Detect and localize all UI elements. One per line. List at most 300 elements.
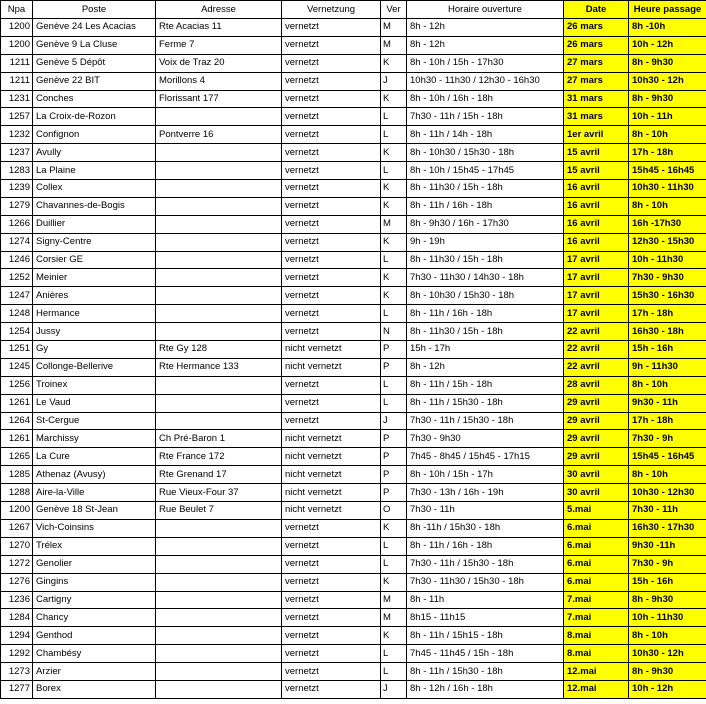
cell-horaire: 8h - 10h30 / 15h30 - 18h	[407, 287, 564, 305]
cell-heure: 10h - 12h	[629, 36, 706, 54]
cell-poste: Genève 18 St-Jean	[33, 502, 156, 520]
cell-adresse: Ferme 7	[156, 36, 282, 54]
cell-npa: 1239	[1, 180, 33, 198]
table-row	[1, 663, 706, 681]
cell-adresse: Rue Beulet 7	[156, 502, 282, 520]
table-row	[1, 484, 706, 502]
cell-adresse	[156, 609, 282, 627]
cell-adresse	[156, 412, 282, 430]
cell-adresse: Rte France 172	[156, 448, 282, 466]
cell-adresse	[156, 197, 282, 215]
cell-poste: Avully	[33, 144, 156, 162]
cell-date: 6.mai	[564, 537, 629, 555]
table-row	[1, 555, 706, 573]
cell-ver: K	[381, 233, 407, 251]
cell-npa: 1276	[1, 573, 33, 591]
cell-poste: Genthod	[33, 627, 156, 645]
cell-date: 16 avril	[564, 215, 629, 233]
cell-horaire: 8h - 11h30 / 15h - 18h	[407, 180, 564, 198]
cell-poste: Le Vaud	[33, 394, 156, 412]
cell-horaire: 8h - 11h / 16h - 18h	[407, 305, 564, 323]
cell-poste: Chavannes-de-Bogis	[33, 197, 156, 215]
cell-heure: 15h - 16h	[629, 573, 706, 591]
cell-ver: M	[381, 215, 407, 233]
cell-vernetzung: vernetzt	[282, 323, 381, 341]
cell-ver: K	[381, 287, 407, 305]
cell-ver: P	[381, 430, 407, 448]
cell-ver: P	[381, 448, 407, 466]
table-row	[1, 591, 706, 609]
cell-vernetzung: vernetzt	[282, 412, 381, 430]
cell-poste: Troinex	[33, 376, 156, 394]
cell-npa: 1254	[1, 323, 33, 341]
cell-horaire: 8h - 11h / 16h - 18h	[407, 537, 564, 555]
cell-poste: Athenaz (Avusy)	[33, 466, 156, 484]
cell-poste: Genève 9 La Cluse	[33, 36, 156, 54]
cell-date: 22 avril	[564, 323, 629, 341]
cell-adresse	[156, 287, 282, 305]
cell-horaire: 8h - 12h	[407, 36, 564, 54]
cell-npa: 1200	[1, 19, 33, 37]
table-row	[1, 680, 706, 698]
cell-ver: N	[381, 323, 407, 341]
cell-date: 6.mai	[564, 573, 629, 591]
cell-adresse: Morillons 4	[156, 72, 282, 90]
cell-date: 26 mars	[564, 19, 629, 37]
cell-vernetzung: nicht vernetzt	[282, 341, 381, 359]
cell-horaire: 8h - 10h / 15h - 17h30	[407, 54, 564, 72]
cell-vernetzung: vernetzt	[282, 376, 381, 394]
header-poste: Poste	[33, 1, 156, 19]
cell-date: 17 avril	[564, 251, 629, 269]
cell-date: 17 avril	[564, 287, 629, 305]
cell-ver: L	[381, 251, 407, 269]
cell-horaire: 8h15 - 11h15	[407, 609, 564, 627]
cell-npa: 1283	[1, 162, 33, 180]
cell-npa: 1252	[1, 269, 33, 287]
cell-npa: 1245	[1, 358, 33, 376]
cell-adresse	[156, 627, 282, 645]
cell-vernetzung: vernetzt	[282, 573, 381, 591]
cell-ver: L	[381, 645, 407, 663]
cell-ver: L	[381, 126, 407, 144]
cell-date: 17 avril	[564, 305, 629, 323]
cell-poste: La Croix-de-Rozon	[33, 108, 156, 126]
cell-date: 29 avril	[564, 394, 629, 412]
cell-adresse	[156, 269, 282, 287]
cell-horaire: 8h - 11h / 15h15 - 18h	[407, 627, 564, 645]
cell-adresse	[156, 108, 282, 126]
cell-adresse	[156, 591, 282, 609]
table-row	[1, 519, 706, 537]
cell-adresse	[156, 645, 282, 663]
cell-date: 30 avril	[564, 466, 629, 484]
table-row	[1, 573, 706, 591]
cell-adresse	[156, 180, 282, 198]
cell-horaire: 8h - 11h30 / 15h - 18h	[407, 323, 564, 341]
cell-horaire: 7h30 - 11h	[407, 502, 564, 520]
cell-ver: K	[381, 573, 407, 591]
cell-adresse	[156, 394, 282, 412]
cell-heure: 16h30 - 18h	[629, 323, 706, 341]
cell-vernetzung: vernetzt	[282, 215, 381, 233]
cell-vernetzung: vernetzt	[282, 519, 381, 537]
table-row	[1, 36, 706, 54]
cell-horaire: 8h - 11h30 / 15h - 18h	[407, 251, 564, 269]
cell-date: 22 avril	[564, 358, 629, 376]
cell-vernetzung: vernetzt	[282, 72, 381, 90]
cell-horaire: 7h30 - 9h30	[407, 430, 564, 448]
cell-npa: 1279	[1, 197, 33, 215]
cell-heure: 8h - 10h	[629, 197, 706, 215]
cell-heure: 10h30 - 12h30	[629, 484, 706, 502]
cell-poste: Genève 24 Les Acacias	[33, 19, 156, 37]
cell-date: 30 avril	[564, 484, 629, 502]
cell-vernetzung: vernetzt	[282, 287, 381, 305]
cell-adresse	[156, 573, 282, 591]
cell-date: 8.mai	[564, 645, 629, 663]
header-row	[1, 1, 706, 19]
table-row	[1, 144, 706, 162]
cell-adresse	[156, 376, 282, 394]
cell-poste: Hermance	[33, 305, 156, 323]
cell-ver: L	[381, 394, 407, 412]
cell-date: 29 avril	[564, 448, 629, 466]
table-row	[1, 108, 706, 126]
cell-poste: Chancy	[33, 609, 156, 627]
cell-poste: Conches	[33, 90, 156, 108]
cell-adresse	[156, 144, 282, 162]
cell-horaire: 8h - 10h / 15h45 - 17h45	[407, 162, 564, 180]
cell-date: 17 avril	[564, 269, 629, 287]
cell-vernetzung: vernetzt	[282, 609, 381, 627]
cell-npa: 1261	[1, 430, 33, 448]
cell-date: 15 avril	[564, 162, 629, 180]
cell-poste: St-Cergue	[33, 412, 156, 430]
cell-poste: Cartigny	[33, 591, 156, 609]
cell-vernetzung: vernetzt	[282, 180, 381, 198]
cell-heure: 16h -17h30	[629, 215, 706, 233]
cell-ver: K	[381, 269, 407, 287]
cell-heure: 8h - 10h	[629, 627, 706, 645]
cell-npa: 1200	[1, 36, 33, 54]
cell-date: 7.mai	[564, 591, 629, 609]
cell-ver: O	[381, 502, 407, 520]
cell-poste: Collonge-Bellerive	[33, 358, 156, 376]
cell-npa: 1292	[1, 645, 33, 663]
cell-ver: P	[381, 341, 407, 359]
cell-npa: 1261	[1, 394, 33, 412]
cell-date: 16 avril	[564, 233, 629, 251]
cell-horaire: 8h - 10h / 16h - 18h	[407, 90, 564, 108]
cell-adresse: Rte Grenand 17	[156, 466, 282, 484]
cell-heure: 10h - 12h	[629, 680, 706, 698]
cell-horaire: 8h - 10h / 15h - 17h	[407, 466, 564, 484]
cell-adresse: Rue Vieux-Four 37	[156, 484, 282, 502]
cell-heure: 7h30 - 9h	[629, 430, 706, 448]
cell-poste: Chambésy	[33, 645, 156, 663]
cell-horaire: 8h - 9h30 / 16h - 17h30	[407, 215, 564, 233]
cell-heure: 8h - 9h30	[629, 591, 706, 609]
cell-npa: 1232	[1, 126, 33, 144]
cell-heure: 8h - 9h30	[629, 90, 706, 108]
cell-npa: 1285	[1, 466, 33, 484]
cell-poste: Duillier	[33, 215, 156, 233]
cell-npa: 1264	[1, 412, 33, 430]
cell-heure: 8h -10h	[629, 19, 706, 37]
cell-ver: K	[381, 180, 407, 198]
cell-vernetzung: vernetzt	[282, 269, 381, 287]
cell-poste: Aire-la-Ville	[33, 484, 156, 502]
cell-adresse	[156, 323, 282, 341]
cell-poste: Genolier	[33, 555, 156, 573]
table-row	[1, 627, 706, 645]
cell-vernetzung: vernetzt	[282, 126, 381, 144]
cell-horaire: 9h - 19h	[407, 233, 564, 251]
table-row	[1, 448, 706, 466]
table-row	[1, 430, 706, 448]
cell-heure: 9h30 - 11h	[629, 394, 706, 412]
cell-ver: L	[381, 305, 407, 323]
cell-date: 15 avril	[564, 144, 629, 162]
cell-npa: 1237	[1, 144, 33, 162]
cell-npa: 1267	[1, 519, 33, 537]
cell-horaire: 7h30 - 11h30 / 15h30 - 18h	[407, 573, 564, 591]
cell-vernetzung: vernetzt	[282, 233, 381, 251]
cell-poste: La Cure	[33, 448, 156, 466]
table-row	[1, 90, 706, 108]
cell-ver: K	[381, 627, 407, 645]
cell-npa: 1277	[1, 680, 33, 698]
cell-vernetzung: vernetzt	[282, 197, 381, 215]
cell-adresse: Rte Acacias 11	[156, 19, 282, 37]
table-row	[1, 180, 706, 198]
cell-poste: Signy-Centre	[33, 233, 156, 251]
cell-vernetzung: nicht vernetzt	[282, 358, 381, 376]
cell-heure: 17h - 18h	[629, 144, 706, 162]
cell-ver: L	[381, 555, 407, 573]
table-row	[1, 233, 706, 251]
cell-adresse	[156, 162, 282, 180]
cell-heure: 15h45 - 16h45	[629, 448, 706, 466]
cell-horaire: 7h30 - 11h / 15h - 18h	[407, 108, 564, 126]
cell-horaire: 8h - 11h / 15h30 - 18h	[407, 394, 564, 412]
cell-heure: 15h30 - 16h30	[629, 287, 706, 305]
cell-heure: 8h - 9h30	[629, 54, 706, 72]
cell-poste: Corsier GE	[33, 251, 156, 269]
cell-date: 5.mai	[564, 502, 629, 520]
cell-vernetzung: nicht vernetzt	[282, 466, 381, 484]
cell-horaire: 8h - 11h	[407, 591, 564, 609]
cell-horaire: 8h - 12h / 16h - 18h	[407, 680, 564, 698]
cell-date: 27 mars	[564, 72, 629, 90]
cell-date: 31 mars	[564, 90, 629, 108]
cell-adresse	[156, 537, 282, 555]
cell-heure: 8h - 10h	[629, 126, 706, 144]
cell-vernetzung: vernetzt	[282, 162, 381, 180]
cell-npa: 1251	[1, 341, 33, 359]
cell-npa: 1273	[1, 663, 33, 681]
cell-heure: 10h - 11h30	[629, 609, 706, 627]
cell-horaire: 8h - 10h30 / 15h30 - 18h	[407, 144, 564, 162]
cell-date: 1er avril	[564, 126, 629, 144]
cell-vernetzung: vernetzt	[282, 90, 381, 108]
header-heure: Heure passage	[629, 1, 706, 19]
cell-poste: Vich-Coinsins	[33, 519, 156, 537]
cell-date: 22 avril	[564, 341, 629, 359]
cell-heure: 9h30 -11h	[629, 537, 706, 555]
cell-adresse	[156, 251, 282, 269]
cell-horaire: 8h - 11h / 15h - 18h	[407, 376, 564, 394]
cell-vernetzung: vernetzt	[282, 144, 381, 162]
cell-ver: L	[381, 663, 407, 681]
cell-heure: 8h - 10h	[629, 376, 706, 394]
cell-date: 29 avril	[564, 430, 629, 448]
cell-date: 26 mars	[564, 36, 629, 54]
cell-horaire: 8h - 11h / 14h - 18h	[407, 126, 564, 144]
cell-npa: 1265	[1, 448, 33, 466]
cell-ver: P	[381, 358, 407, 376]
cell-npa: 1211	[1, 72, 33, 90]
cell-poste: Gy	[33, 341, 156, 359]
cell-vernetzung: nicht vernetzt	[282, 448, 381, 466]
cell-heure: 10h30 - 12h	[629, 645, 706, 663]
cell-npa: 1231	[1, 90, 33, 108]
cell-adresse: Pontverre 16	[156, 126, 282, 144]
cell-ver: M	[381, 591, 407, 609]
table-row	[1, 197, 706, 215]
cell-horaire: 7h45 - 8h45 / 15h45 - 17h15	[407, 448, 564, 466]
cell-npa: 1294	[1, 627, 33, 645]
table-row	[1, 323, 706, 341]
cell-npa: 1288	[1, 484, 33, 502]
cell-ver: L	[381, 162, 407, 180]
cell-vernetzung: vernetzt	[282, 394, 381, 412]
cell-heure: 8h - 9h30	[629, 663, 706, 681]
cell-vernetzung: vernetzt	[282, 305, 381, 323]
table-row	[1, 305, 706, 323]
cell-ver: P	[381, 484, 407, 502]
cell-poste: Genève 5 Dépôt	[33, 54, 156, 72]
cell-npa: 1256	[1, 376, 33, 394]
cell-poste: Gingins	[33, 573, 156, 591]
cell-ver: M	[381, 36, 407, 54]
cell-date: 27 mars	[564, 54, 629, 72]
table-row	[1, 269, 706, 287]
cell-date: 31 mars	[564, 108, 629, 126]
cell-date: 12.mai	[564, 663, 629, 681]
cell-npa: 1270	[1, 537, 33, 555]
cell-ver: K	[381, 90, 407, 108]
cell-vernetzung: vernetzt	[282, 251, 381, 269]
cell-date: 6.mai	[564, 555, 629, 573]
cell-heure: 10h30 - 11h30	[629, 180, 706, 198]
cell-date: 16 avril	[564, 180, 629, 198]
cell-date: 29 avril	[564, 412, 629, 430]
cell-poste: Marchissy	[33, 430, 156, 448]
cell-vernetzung: vernetzt	[282, 591, 381, 609]
cell-vernetzung: nicht vernetzt	[282, 502, 381, 520]
cell-poste: Trélex	[33, 537, 156, 555]
table-row	[1, 394, 706, 412]
cell-date: 7.mai	[564, 609, 629, 627]
cell-vernetzung: vernetzt	[282, 54, 381, 72]
cell-adresse	[156, 305, 282, 323]
cell-ver: J	[381, 72, 407, 90]
cell-ver: K	[381, 197, 407, 215]
cell-date: 6.mai	[564, 519, 629, 537]
cell-npa: 1266	[1, 215, 33, 233]
cell-npa: 1247	[1, 287, 33, 305]
cell-npa: 1211	[1, 54, 33, 72]
header-ver: Ver	[381, 1, 407, 19]
cell-ver: K	[381, 54, 407, 72]
cell-adresse	[156, 680, 282, 698]
table-row	[1, 358, 706, 376]
cell-horaire: 10h30 - 11h30 / 12h30 - 16h30	[407, 72, 564, 90]
cell-poste: Collex	[33, 180, 156, 198]
cell-vernetzung: vernetzt	[282, 680, 381, 698]
cell-horaire: 15h - 17h	[407, 341, 564, 359]
cell-vernetzung: vernetzt	[282, 36, 381, 54]
cell-npa: 1257	[1, 108, 33, 126]
cell-adresse	[156, 555, 282, 573]
cell-ver: K	[381, 519, 407, 537]
table-row	[1, 126, 706, 144]
cell-npa: 1246	[1, 251, 33, 269]
cell-ver: M	[381, 19, 407, 37]
cell-adresse: Florissant 177	[156, 90, 282, 108]
cell-npa: 1236	[1, 591, 33, 609]
cell-poste: Jussy	[33, 323, 156, 341]
cell-adresse	[156, 519, 282, 537]
cell-date: 16 avril	[564, 197, 629, 215]
table-row	[1, 19, 706, 37]
table-row	[1, 412, 706, 430]
cell-poste: Confignon	[33, 126, 156, 144]
cell-adresse: Ch Pré-Baron 1	[156, 430, 282, 448]
cell-heure: 15h - 16h	[629, 341, 706, 359]
table-row	[1, 54, 706, 72]
cell-heure: 7h30 - 9h	[629, 555, 706, 573]
cell-heure: 10h - 11h	[629, 108, 706, 126]
cell-ver: L	[381, 376, 407, 394]
cell-date: 8.mai	[564, 627, 629, 645]
cell-heure: 15h45 - 16h45	[629, 162, 706, 180]
cell-npa: 1284	[1, 609, 33, 627]
cell-poste: Anières	[33, 287, 156, 305]
cell-vernetzung: vernetzt	[282, 555, 381, 573]
table-row	[1, 645, 706, 663]
cell-vernetzung: nicht vernetzt	[282, 430, 381, 448]
cell-vernetzung: nicht vernetzt	[282, 484, 381, 502]
cell-horaire: 8h -11h / 15h30 - 18h	[407, 519, 564, 537]
table-row	[1, 72, 706, 90]
table-row	[1, 502, 706, 520]
cell-heure: 12h30 - 15h30	[629, 233, 706, 251]
cell-horaire: 7h30 - 11h / 15h30 - 18h	[407, 555, 564, 573]
cell-ver: P	[381, 466, 407, 484]
cell-horaire: 8h - 12h	[407, 358, 564, 376]
cell-adresse: Voix de Traz 20	[156, 54, 282, 72]
cell-ver: K	[381, 144, 407, 162]
cell-date: 28 avril	[564, 376, 629, 394]
table-row	[1, 376, 706, 394]
cell-poste: La Plaine	[33, 162, 156, 180]
table-row	[1, 215, 706, 233]
cell-npa: 1272	[1, 555, 33, 573]
cell-ver: M	[381, 609, 407, 627]
